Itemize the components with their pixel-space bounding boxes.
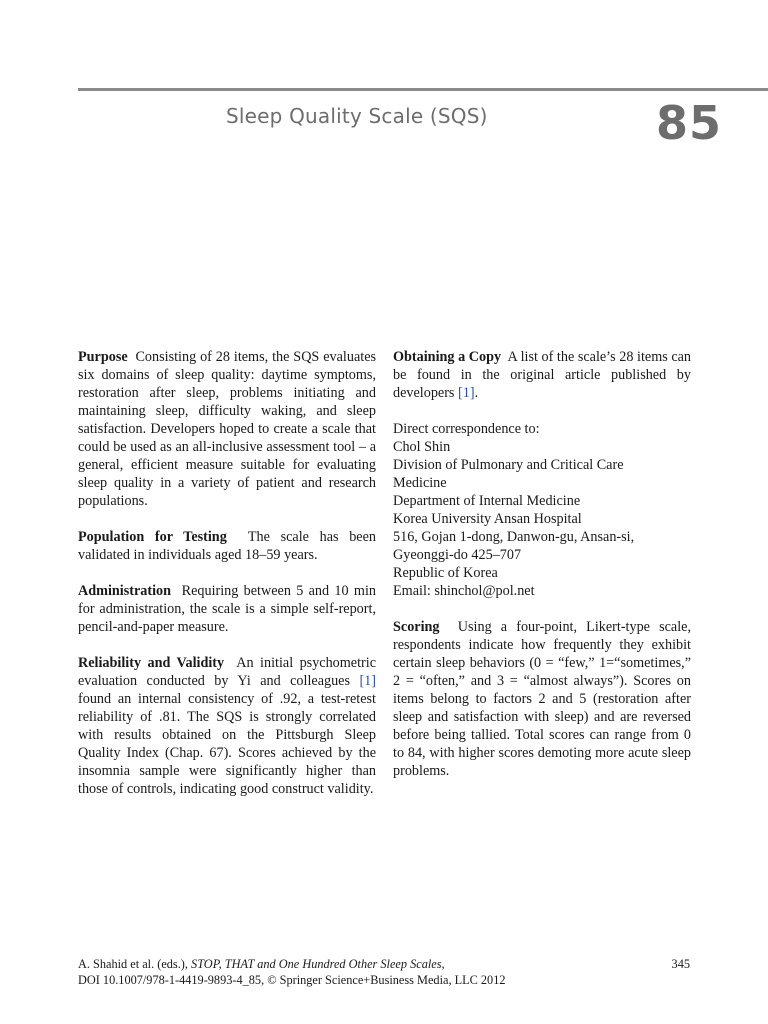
correspondence-line: Chol Shin [393,439,451,455]
correspondence-line: Republic of Korea [393,565,498,581]
correspondence-line: Gyeonggi-do 425–707 [393,547,522,563]
header-rule [78,88,768,91]
footer-book-title: STOP, THAT and One Hundred Other Sleep Scales, [191,957,445,971]
reliability-section [78,654,376,798]
scoring-text: Using a four-point, Likert-type scale, respondents indicate how frequently they exhibit certain sleep behaviors (0 = “few,” 1=“sometimes,” 2 = “often,” and 3 = “almost always”). Scores on items belong to factors 2 and 5 (restoration after sleep and satisfaction with sleep) and are reversed before being tallied. Total scores can range from 0 to 84, with higher scores demoting more acute sleep problems. [393,619,692,779]
reliability-heading: Reliability and Validity [78,655,225,671]
obtaining-text-before-ref: A list of the scale’s 28 items can be found in the original article published by developers [393,349,692,401]
purpose-section [78,348,376,510]
purpose-text: Consisting of 28 items, the SQS evaluates six domains of sleep quality: daytime symptoms, restoration after sleep, problems initiating and maintaining sleep, difficulty waking, and sleep satisfaction. Developers hoped to create a scale that could be used as an all-inclusive assessment tool – a general, efficient measure suitable for evaluating sleep quality in a variety of patient and research populations. [78,349,377,509]
obtaining-heading: Obtaining a Copy [393,349,502,365]
population-text: The scale has been validated in individuals aged 18–59 years. [78,529,376,563]
obtaining-section [393,348,691,402]
correspondence-intro: Direct correspondence to: [393,421,540,437]
chapter-number: 85 [655,96,722,150]
administration-text: Requiring between 5 and 10 min for administration, the scale is a simple self-report, pencil-and-paper measure. [78,583,376,635]
population-section [78,528,376,564]
obtaining-citation-link[interactable]: [1] [458,385,475,401]
administration-section [78,582,376,636]
chapter-title: Sleep Quality Scale (SQS) [226,104,488,128]
correspondence-line: 516, Gojan 1-dong, Danwon-gu, Ansan-si, [393,529,635,545]
scoring-heading: Scoring [393,619,440,635]
page-footer [78,956,690,988]
correspondence-line: Medicine [393,475,447,491]
correspondence-line: Department of Internal Medicine [393,493,581,509]
footer-citation [78,956,690,972]
right-column [393,348,691,798]
reliability-text-after-ref: found an internal consistency of .92, a test-retest reliability of .81. The SQS is strongly correlated with results obtained on the Pittsburgh Sleep Quality Index (Chap. 67). Scores achieved by the insomnia sample were significantly higher than those of controls, indicating good construct validity. [78,691,376,797]
reliability-text-before-ref: An initial psychometric evaluation conducted by Yi and colleagues [78,655,377,689]
page-number: 345 [671,957,690,971]
correspondence-block [393,420,691,600]
purpose-heading: Purpose [78,349,128,365]
footer-citation-prefix: A. Shahid et al. (eds.), [78,957,188,971]
correspondence-email: Email: shinchol@pol.net [393,583,535,599]
population-heading: Population for Testing [78,529,227,545]
scoring-section [393,618,691,780]
obtaining-text-after-ref: . [474,385,479,401]
administration-heading: Administration [78,583,172,599]
correspondence-line: Division of Pulmonary and Critical Care [393,457,624,473]
reliability-citation-link[interactable]: [1] [359,673,376,689]
correspondence-line: Korea University Ansan Hospital [393,511,582,527]
left-column [78,348,376,816]
footer-doi: DOI 10.1007/978-1-4419-9893-4_85, © Springer Science+Business Media, LLC 2012 [78,973,506,987]
